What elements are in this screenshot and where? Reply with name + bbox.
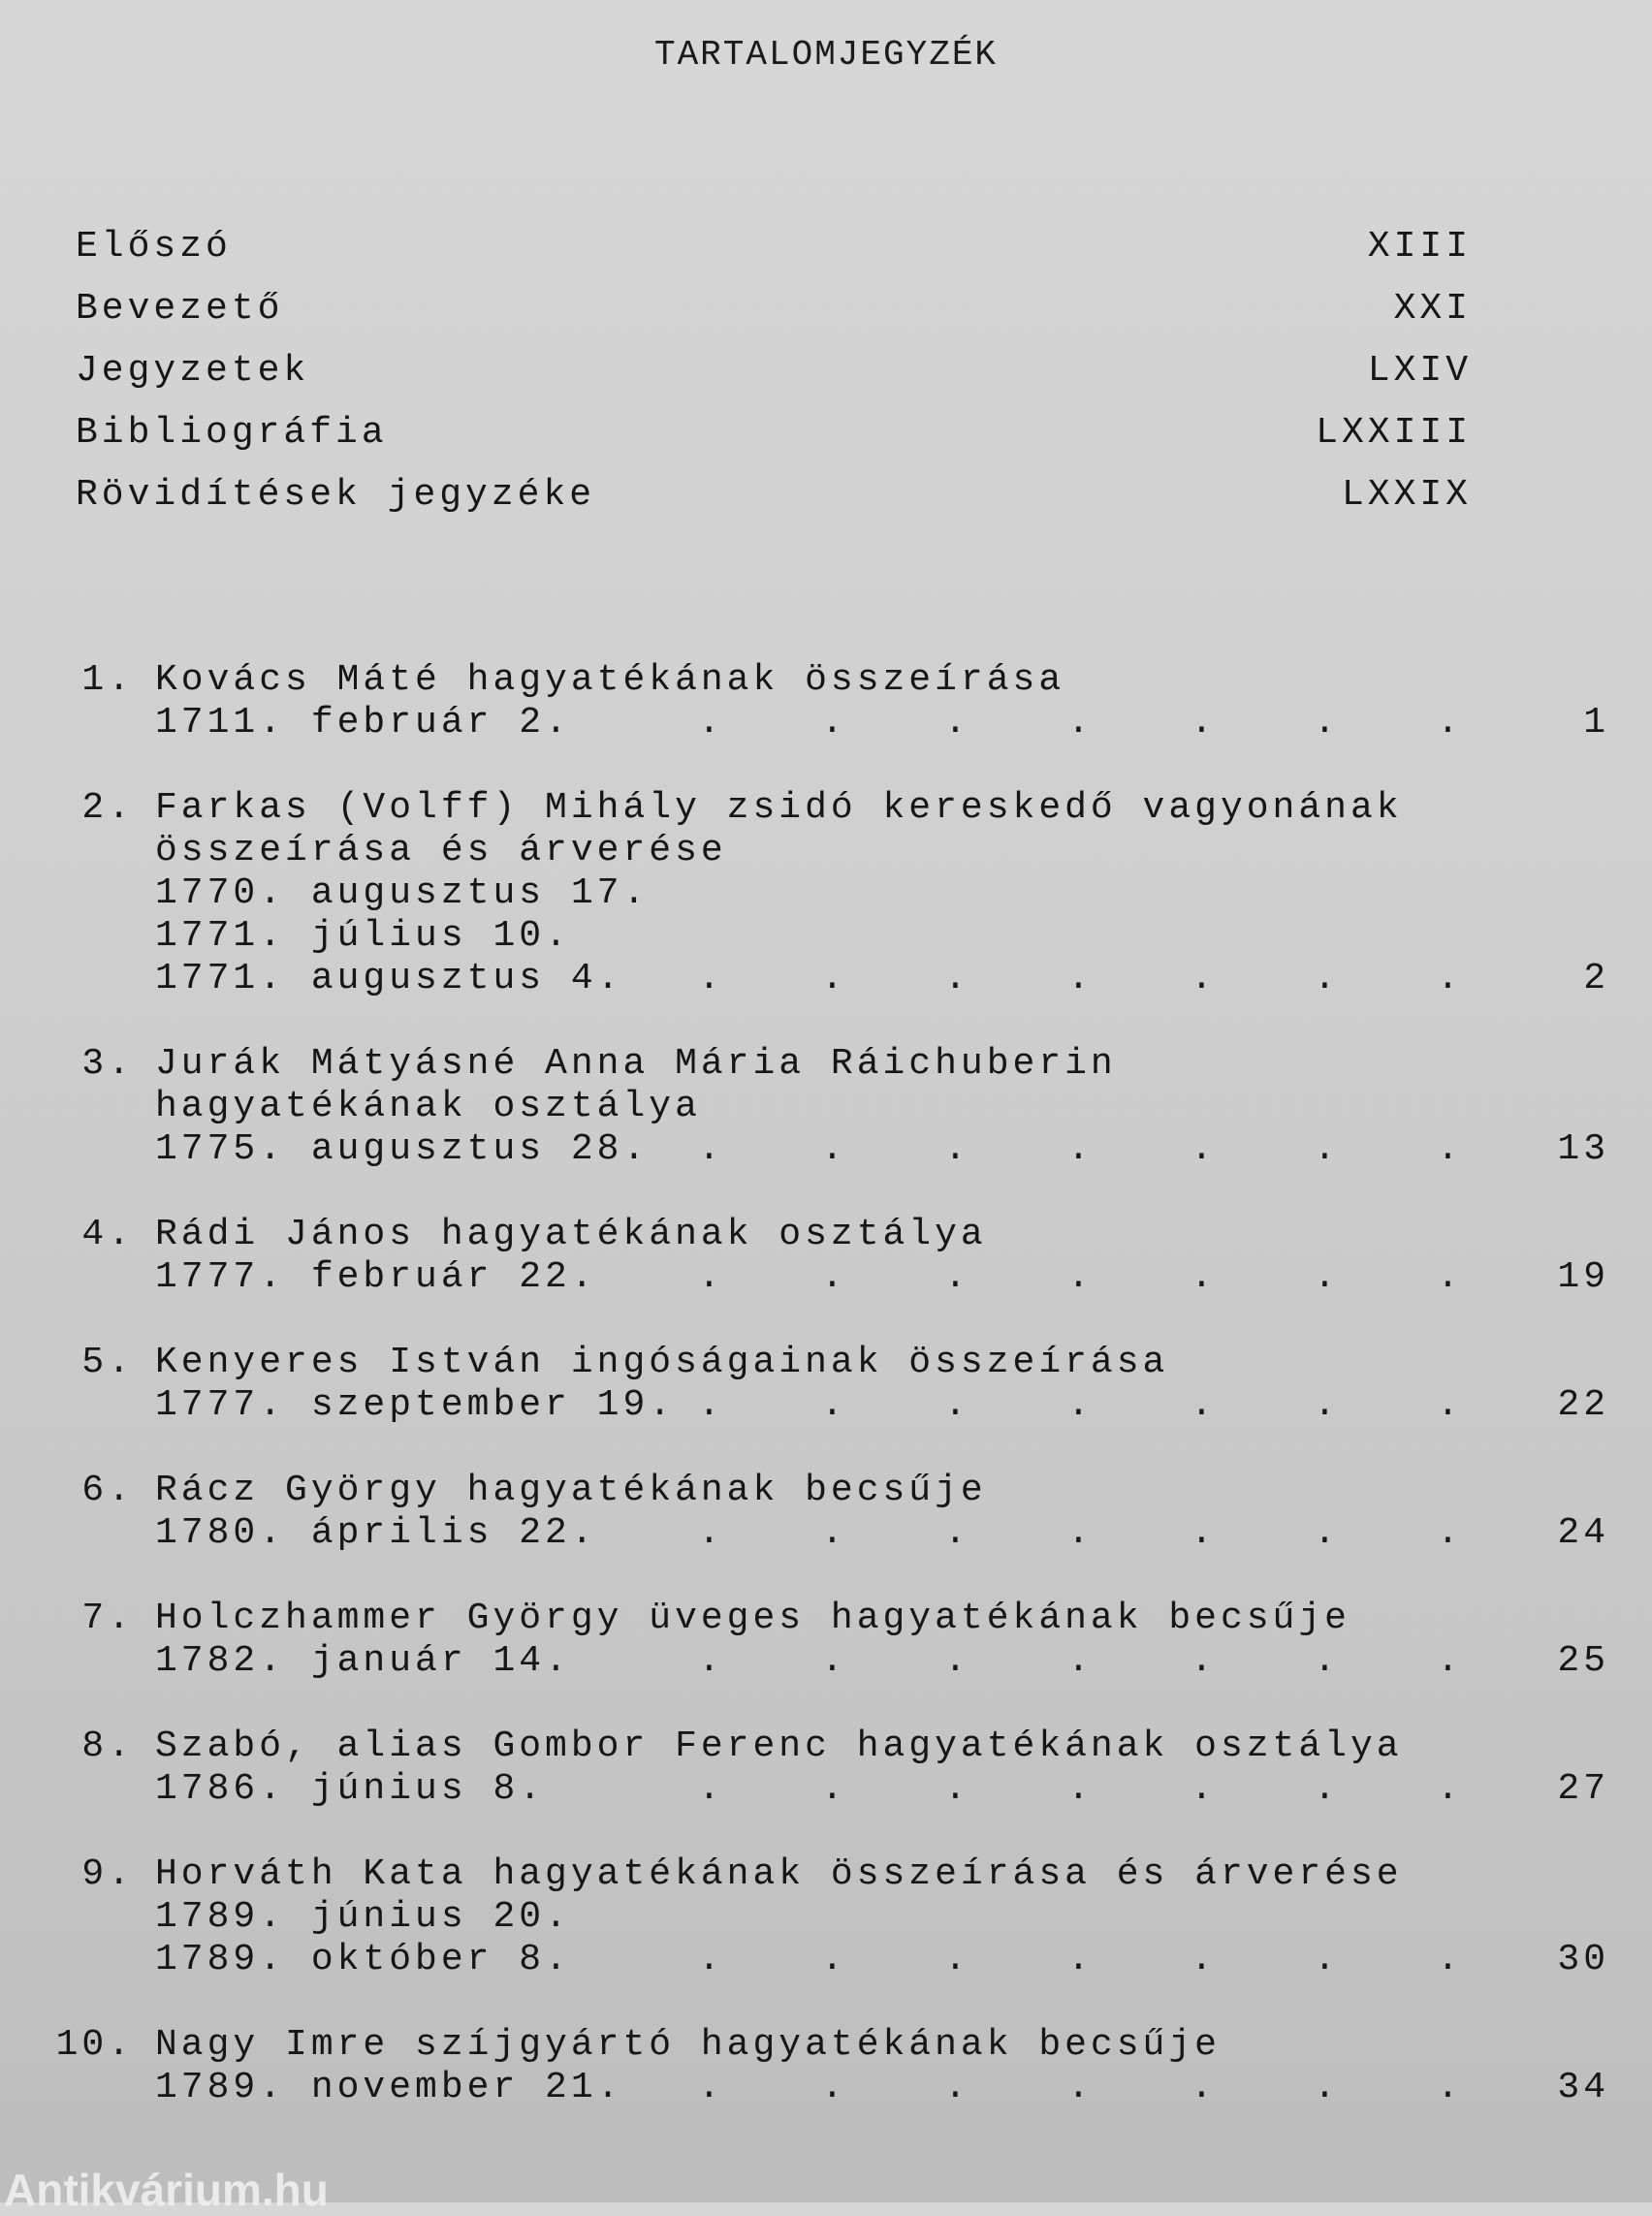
leader-dot: . [1314, 1768, 1340, 1810]
entry-body [155, 659, 1609, 744]
dot-leader [698, 702, 1522, 744]
entry-title-line: Nagy Imre szíjgyártó hagyatékának becsűje [155, 2024, 1221, 2066]
leader-dot: . [821, 1939, 847, 1980]
front-matter-label: Bevezető [76, 287, 284, 330]
entry-number: 7. [81, 1598, 134, 1639]
entry-page-number: 2 [1583, 958, 1609, 999]
leader-dot: . [1314, 1256, 1340, 1298]
entry-date-line [155, 1896, 1609, 1939]
leader-dot: . [698, 1640, 724, 1682]
dot-leader [698, 1384, 1522, 1427]
leader-dot: . [1067, 1640, 1094, 1682]
front-matter-page: LXIV [1367, 349, 1472, 392]
front-matter-label: Rövidítések jegyzéke [76, 473, 596, 516]
entry-date: 1777. szeptember 19. [155, 1384, 676, 1426]
leader-dot: . [1191, 1640, 1217, 1682]
entry-date-line [155, 915, 1609, 958]
entry-date-line [155, 958, 1609, 1000]
leader-dot: . [1191, 1768, 1217, 1810]
entry-number: 6. [81, 1470, 134, 1511]
leader-dot: . [1314, 1939, 1340, 1980]
front-matter-list [76, 215, 1472, 525]
leader-dot: . [821, 1640, 847, 1682]
leader-dot: . [1067, 1256, 1094, 1298]
front-matter-page: LXXIII [1316, 411, 1472, 454]
entry-number: 5. [81, 1342, 134, 1383]
leader-dot: . [1067, 1128, 1094, 1170]
leader-dot: . [1067, 1384, 1094, 1426]
dot-leader [698, 2067, 1522, 2109]
leader-dot: . [1067, 2067, 1094, 2108]
leader-dot: . [1067, 702, 1094, 744]
entry-page-number: 27 [1557, 1768, 1609, 1810]
entry-title-line: Rádi János hagyatékának osztálya [155, 1214, 987, 1255]
leader-dot: . [944, 1640, 970, 1682]
toc-entry [39, 787, 1609, 1000]
leader-dot: . [1191, 702, 1217, 744]
entry-date-line [155, 1640, 1609, 1683]
entry-date: 1775. augusztus 28. [155, 1128, 650, 1170]
leader-dot: . [944, 1512, 970, 1554]
entry-number: 1. [81, 659, 134, 701]
leader-dot: . [1191, 1939, 1217, 1980]
leader-dot: . [1067, 1512, 1094, 1554]
entry-date-line [155, 2067, 1609, 2109]
leader-dot: . [1314, 1512, 1340, 1554]
entry-body [155, 1598, 1609, 1683]
front-matter-page: XXI [1393, 287, 1472, 330]
dot-leader [698, 1768, 1522, 1811]
leader-dot: . [1437, 1512, 1463, 1554]
entry-title-line: Rácz György hagyatékának becsűje [155, 1470, 987, 1511]
entry-body [155, 2024, 1609, 2109]
entry-title-line: Jurák Mátyásné Anna Mária Ráichuberin [155, 1043, 1117, 1085]
entry-title-line: Holczhammer György üveges hagyatékának becsűje [155, 1598, 1350, 1639]
front-matter-item [76, 215, 1472, 277]
toc-entry [39, 1725, 1609, 1811]
entry-body [155, 787, 1609, 1000]
entry-date: 1782. január 14. [155, 1640, 571, 1682]
entry-body [155, 1853, 1609, 1981]
entry-page-number: 22 [1557, 1384, 1609, 1426]
leader-dot: . [1437, 1640, 1463, 1682]
front-matter-item [76, 401, 1472, 463]
toc-entry [39, 1853, 1609, 1981]
leader-dot: . [1191, 1128, 1217, 1170]
entry-number: 9. [81, 1853, 134, 1895]
leader-dot: . [821, 2067, 847, 2108]
leader-dot: . [821, 1512, 847, 1554]
toc-entry [39, 1043, 1609, 1171]
entry-date: 1711. február 2. [155, 702, 571, 744]
leader-dot: . [944, 1768, 970, 1810]
leader-dot: . [1191, 2067, 1217, 2108]
entry-number: 4. [81, 1214, 134, 1255]
entry-number: 8. [81, 1725, 134, 1767]
toc-entry [39, 2024, 1609, 2109]
dot-leader [698, 1256, 1522, 1299]
entry-body [155, 1043, 1609, 1171]
entry-title-line: Kovács Máté hagyatékának összeírása [155, 659, 1065, 701]
entry-date: 1786. június 8. [155, 1768, 546, 1810]
entry-date-line [155, 702, 1609, 744]
entry-date: 1777. február 22. [155, 1256, 597, 1298]
leader-dot: . [1314, 1128, 1340, 1170]
leader-dot: . [1437, 958, 1463, 999]
leader-dot: . [1067, 958, 1094, 999]
leader-dot: . [821, 702, 847, 744]
leader-dot: . [698, 1384, 724, 1426]
front-matter-label: Jegyzetek [76, 349, 310, 392]
leader-dot: . [1437, 1128, 1463, 1170]
leader-dot: . [698, 1128, 724, 1170]
toc-entry [39, 1470, 1609, 1555]
entry-page-number: 19 [1557, 1256, 1609, 1298]
entry-page-number: 13 [1557, 1128, 1609, 1170]
leader-dot: . [1437, 1768, 1463, 1810]
leader-dot: . [821, 1768, 847, 1810]
entry-page-number: 24 [1557, 1512, 1609, 1554]
leader-dot: . [698, 1512, 724, 1554]
entry-number: 2. [81, 787, 134, 829]
dot-leader [698, 958, 1522, 1000]
leader-dot: . [1314, 2067, 1340, 2108]
front-matter-label: Előszó [76, 225, 232, 268]
leader-dot: . [821, 1256, 847, 1298]
entry-date: 1771. augusztus 4. [155, 958, 623, 999]
leader-dot: . [1437, 1939, 1463, 1980]
leader-dot: . [698, 958, 724, 999]
entry-page-number: 1 [1583, 702, 1609, 744]
entry-date: 1789. november 21. [155, 2067, 623, 2108]
entry-title-line: Horváth Kata hagyatékának összeírása és árverése [155, 1853, 1403, 1895]
dot-leader [698, 1512, 1522, 1555]
toc-entry [39, 659, 1609, 744]
leader-dot: . [1437, 702, 1463, 744]
front-matter-item [76, 277, 1472, 339]
leader-dot: . [944, 1939, 970, 1980]
leader-dot: . [1314, 702, 1340, 744]
entry-title-line: hagyatékának osztálya [155, 1086, 701, 1127]
leader-dot: . [1067, 1768, 1094, 1810]
dot-leader [698, 1939, 1522, 1981]
toc-entries [39, 659, 1609, 2152]
entry-title-line: Szabó, alias Gombor Ferenc hagyatékának osztálya [155, 1725, 1403, 1767]
leader-dot: . [1314, 1384, 1340, 1426]
leader-dot: . [698, 1768, 724, 1810]
entry-date: 1780. április 22. [155, 1512, 597, 1554]
entry-date-line [155, 872, 1609, 915]
dot-leader [698, 1640, 1522, 1683]
entry-date-line [155, 1512, 1609, 1555]
page-title: TARTALOMJEGYZÉK [653, 35, 999, 75]
entry-title-line: összeírása és árverése [155, 830, 727, 871]
leader-dot: . [1067, 1939, 1094, 1980]
entry-date: 1770. augusztus 17. [155, 872, 650, 914]
leader-dot: . [1191, 1256, 1217, 1298]
entry-page-number: 34 [1557, 2067, 1609, 2108]
entry-page-number: 30 [1557, 1939, 1609, 1980]
leader-dot: . [1437, 1384, 1463, 1426]
leader-dot: . [1191, 1384, 1217, 1426]
front-matter-page: LXXIX [1341, 473, 1472, 516]
leader-dot: . [1437, 1256, 1463, 1298]
entry-date-line [155, 1384, 1609, 1427]
entry-date: 1789. június 20. [155, 1896, 571, 1938]
watermark: Antikvárium.hu [4, 2165, 329, 2215]
entry-date: 1789. október 8. [155, 1939, 571, 1980]
entry-body [155, 1470, 1609, 1555]
entry-body [155, 1214, 1609, 1299]
entry-title-line: Farkas (Volff) Mihály zsidó kereskedő vagyonának [155, 787, 1403, 829]
entry-date-line [155, 1256, 1609, 1299]
leader-dot: . [1191, 1512, 1217, 1554]
entry-number: 3. [81, 1043, 134, 1085]
dot-leader [698, 1128, 1522, 1171]
entry-body [155, 1725, 1609, 1811]
leader-dot: . [698, 1256, 724, 1298]
leader-dot: . [1314, 1640, 1340, 1682]
toc-entry [39, 1598, 1609, 1683]
front-matter-item [76, 339, 1472, 401]
front-matter-page: XIII [1367, 225, 1472, 268]
leader-dot: . [944, 1256, 970, 1298]
leader-dot: . [821, 1384, 847, 1426]
leader-dot: . [944, 1384, 970, 1426]
entry-date: 1771. július 10. [155, 915, 571, 957]
leader-dot: . [944, 702, 970, 744]
leader-dot: . [944, 958, 970, 999]
entry-date-line [155, 1768, 1609, 1811]
leader-dot: . [944, 1128, 970, 1170]
leader-dot: . [1191, 958, 1217, 999]
leader-dot: . [698, 1939, 724, 1980]
entry-number: 10. [55, 2024, 134, 2066]
entry-body [155, 1342, 1609, 1427]
toc-entry [39, 1214, 1609, 1299]
leader-dot: . [1437, 2067, 1463, 2108]
leader-dot: . [698, 702, 724, 744]
leader-dot: . [821, 1128, 847, 1170]
front-matter-item [76, 463, 1472, 525]
leader-dot: . [1314, 958, 1340, 999]
entry-page-number: 25 [1557, 1640, 1609, 1682]
entry-title-line: Kenyeres István ingóságainak összeírása [155, 1342, 1169, 1383]
toc-entry [39, 1342, 1609, 1427]
leader-dot: . [944, 2067, 970, 2108]
front-matter-label: Bibliográfia [76, 411, 388, 454]
entry-date-line [155, 1128, 1609, 1171]
leader-dot: . [821, 958, 847, 999]
leader-dot: . [698, 2067, 724, 2108]
entry-date-line [155, 1939, 1609, 1981]
